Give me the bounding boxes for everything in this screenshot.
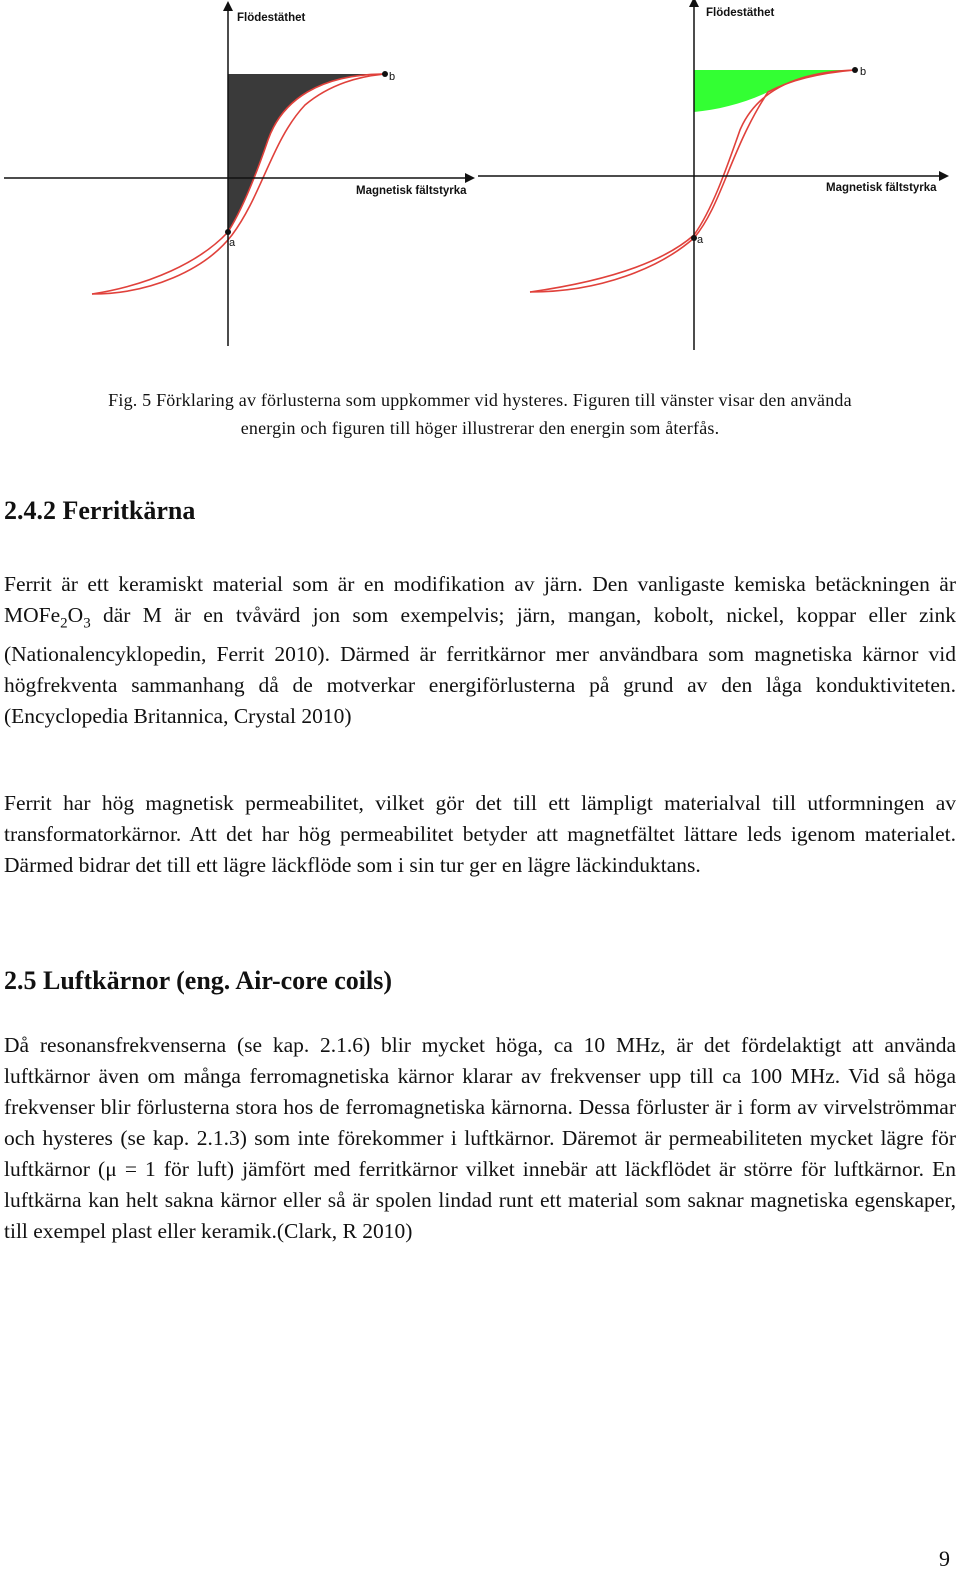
subscript: 2 <box>60 615 68 632</box>
section-heading-luftkarnor: 2.5 Luftkärnor (eng. Air-core coils) <box>4 966 393 995</box>
left-hysteresis-panel <box>4 6 470 346</box>
hysteresis-diagram <box>0 0 960 360</box>
right-point-b-label: b <box>860 66 867 78</box>
figure-caption <box>0 386 960 442</box>
page-number: 9 <box>939 1546 950 1571</box>
left-used-energy-area <box>228 74 385 232</box>
right-point-b-marker <box>852 67 858 73</box>
caption-line-2: energin och figuren till höger illustrerar den energin som återfås. <box>240 418 720 438</box>
left-point-a-label: a <box>229 237 236 249</box>
paragraph-text: O <box>67 603 84 627</box>
left-point-b-label: b <box>389 71 396 83</box>
right-lower-branch-curve <box>530 70 855 292</box>
right-y-axis-label: Flödestäthet <box>706 7 775 19</box>
hysteresis-figure <box>0 0 960 360</box>
left-x-axis-label: Magnetisk fältstyrka <box>356 185 467 197</box>
left-point-b-marker <box>382 71 388 77</box>
caption-line-1: Fig. 5 Förklaring av förlusterna som uppkommer vid hysteres. Figuren till vänster visar den använda <box>108 390 852 410</box>
subscript: 3 <box>83 615 91 632</box>
paragraph-luftkarnor: Då resonansfrekvenserna (se kap. 2.1.6) blir mycket höga, ca 10 MHz, är det fördelaktigt att använda luftkärnor även om många ferromagnetiska kärnor klarar av frekvenser upp till ca 100 MHz. Vid så höga frekvenser blir förlusterna stora hos de ferromagnetiska kärnorna. Dessa förluster är i form av virvelströmmar och hysteres (se kap. 2.1.3) som inte förekommer i luftkärnor. Däremot är permeabiliteten mycket lägre för luftkärnor (μ = 1 för luft) jämfört med ferritkärnor vilket innebär att läckflödet är större för luftkärnor. En luftkärna kan helt sakna kärnor eller så är spolen lindad runt ett material som saknar magnetiska egenskaper, till exempel plast eller keramik.(Clark, R 2010) <box>4 1033 956 1243</box>
right-point-a-label: a <box>697 234 704 246</box>
right-hysteresis-panel <box>478 2 944 350</box>
paragraph-text: Ferrit är ett keramiskt material som är en modifikation av järn. Den vanligaste kemiska betäckningen är MOFe <box>4 572 956 627</box>
paragraph-ferrit-intro <box>4 569 956 732</box>
right-x-axis-label: Magnetisk fältstyrka <box>826 182 937 194</box>
right-upper-branch-curve <box>530 70 855 292</box>
left-y-axis-label: Flödestäthet <box>237 12 306 24</box>
left-point-a-marker <box>225 229 231 235</box>
paragraph-text: där M är en tvåvärd jon som exempelvis; järn, mangan, kobolt, nickel, koppar eller zink (Nationalencyklopedin, Ferrit 2010). Därmed är ferritkärnor mer användbara som magnetiska kärnor vid högfrekventa sammanhang då de motverkar energiförlusterna på grund av den låga konduktiviteten. (Encyclopedia Britannica, Crystal 2010) <box>4 603 956 729</box>
paragraph-ferrit-permeability: Ferrit har hög magnetisk permeabilitet, vilket gör det till ett lämpligt materialval till utformningen av transformatorkärnor. Att det har hög permeabilitet betyder att magnetfältet lättare leds igenom materialet. Därmed bidrar det till ett lägre läckflöde som i sin tur ger en lägre läckinduktans. <box>4 791 956 877</box>
section-heading-ferritkarna: 2.4.2 Ferritkärna <box>4 496 196 525</box>
